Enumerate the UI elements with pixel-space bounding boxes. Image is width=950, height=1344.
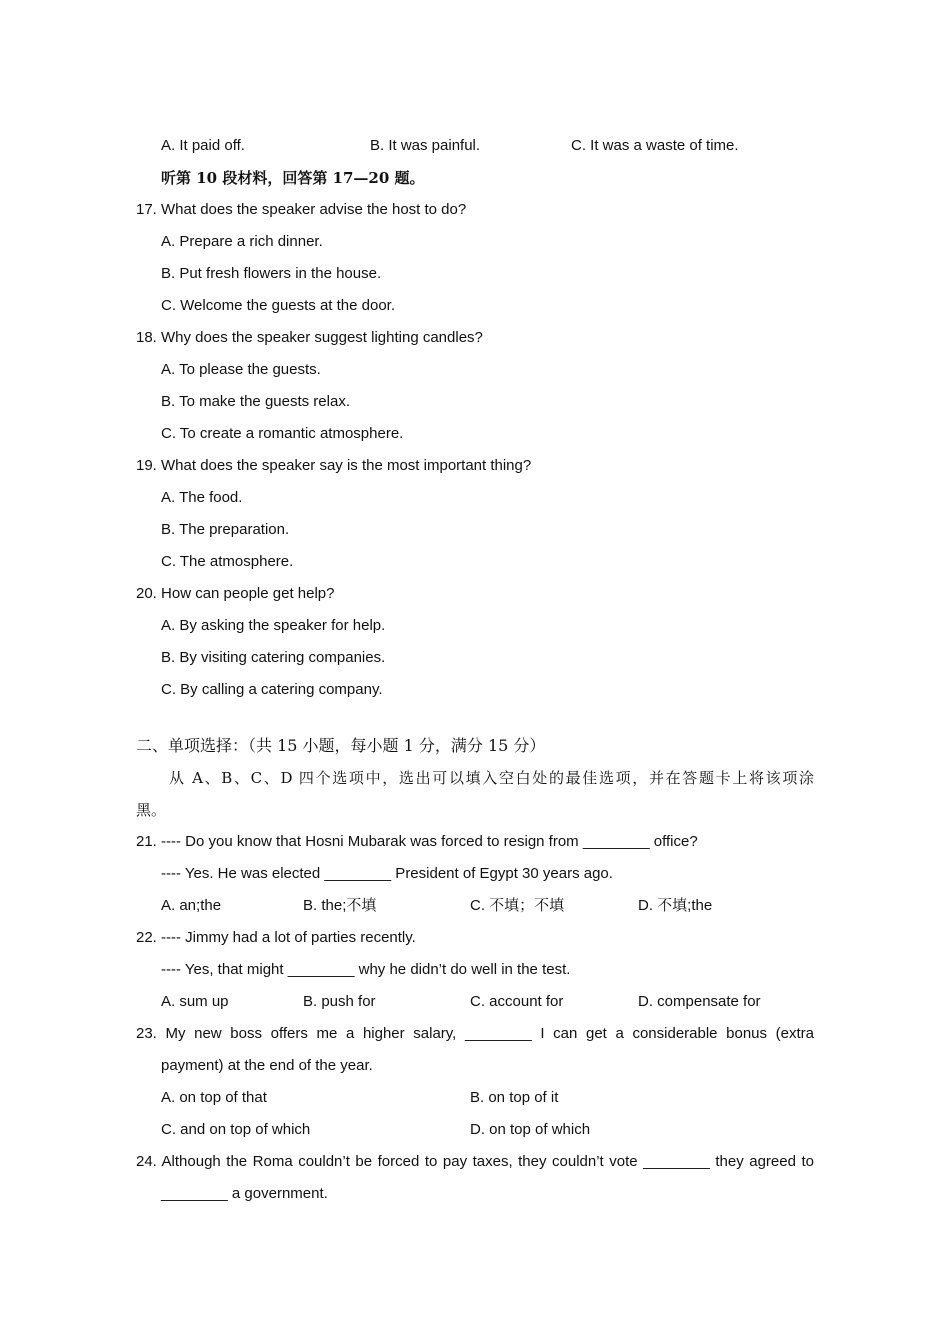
question-stem: 19. What does the speaker say is the most important thing?: [136, 457, 532, 474]
option-a: A. on top of that: [161, 1089, 267, 1106]
option-b: B. The preparation.: [161, 521, 290, 538]
question-dialogue: ---- Yes, that might ________ why he didn’t do well in the test.: [161, 961, 571, 978]
question-stem: 21. ---- Do you know that Hosni Mubarak was forced to resign from ________ office?: [136, 833, 698, 850]
question-stem-continued: payment) at the end of the year.: [161, 1057, 373, 1074]
option-d: D. 不填;the: [638, 897, 713, 914]
option-d: D. on top of which: [470, 1121, 591, 1138]
option-a: A. sum up: [161, 993, 229, 1010]
option-c: C. It was a waste of time.: [571, 137, 739, 154]
question-stem: 18. Why does the speaker suggest lighting candles?: [136, 329, 483, 346]
section-heading: 二、单项选择：（共 15 小题，每小题 1 分，满分 15 分）: [136, 736, 546, 755]
question-stem-continued: ________ a government.: [161, 1185, 328, 1202]
option-b: B. It was painful.: [370, 137, 481, 154]
option-a: A. It paid off.: [161, 137, 245, 154]
option-c: C. The atmosphere.: [161, 553, 294, 570]
section-instruction-continued: 黑。: [136, 801, 167, 819]
option-b: B. Put fresh flowers in the house.: [161, 265, 382, 282]
section-instruction: 听第 10 段材料，回答第 17—20 题。: [161, 169, 425, 187]
option-b: B. push for: [303, 993, 376, 1010]
option-d: D. compensate for: [638, 993, 761, 1010]
question-stem: 17. What does the speaker advise the host to do?: [136, 201, 467, 218]
option-c: C. 不填；不填: [470, 897, 565, 914]
option-c: C. To create a romantic atmosphere.: [161, 425, 404, 442]
option-b: B. By visiting catering companies.: [161, 649, 386, 666]
option-a: A. To please the guests.: [161, 361, 321, 378]
question-stem: 24. Although the Roma couldn’t be forced to pay taxes, they couldn’t vote ________ they agreed to: [136, 1153, 814, 1170]
option-c: C. and on top of which: [161, 1121, 311, 1138]
question-dialogue: ---- Yes. He was elected ________ President of Egypt 30 years ago.: [161, 865, 613, 882]
option-b: B. the;不填: [303, 897, 377, 914]
question-stem: 20. How can people get help?: [136, 585, 335, 602]
option-c: C. account for: [470, 993, 564, 1010]
option-a: A. Prepare a rich dinner.: [161, 233, 323, 250]
question-stem: 23. My new boss offers me a higher salary, ________ I can get a considerable bonus (extra: [136, 1025, 814, 1042]
option-c: C. By calling a catering company.: [161, 681, 383, 698]
option-c: C. Welcome the guests at the door.: [161, 297, 396, 314]
option-a: A. The food.: [161, 489, 243, 506]
option-b: B. To make the guests relax.: [161, 393, 350, 410]
option-a: A. By asking the speaker for help.: [161, 617, 386, 634]
option-a: A. an;the: [161, 897, 222, 914]
option-b: B. on top of it: [470, 1089, 559, 1106]
section-instruction: 从 A、B、C、D 四个选项中，选出可以填入空白处的最佳选项，并在答题卡上将该项涂: [169, 769, 814, 787]
question-stem: 22. ---- Jimmy had a lot of parties recently.: [136, 929, 416, 946]
